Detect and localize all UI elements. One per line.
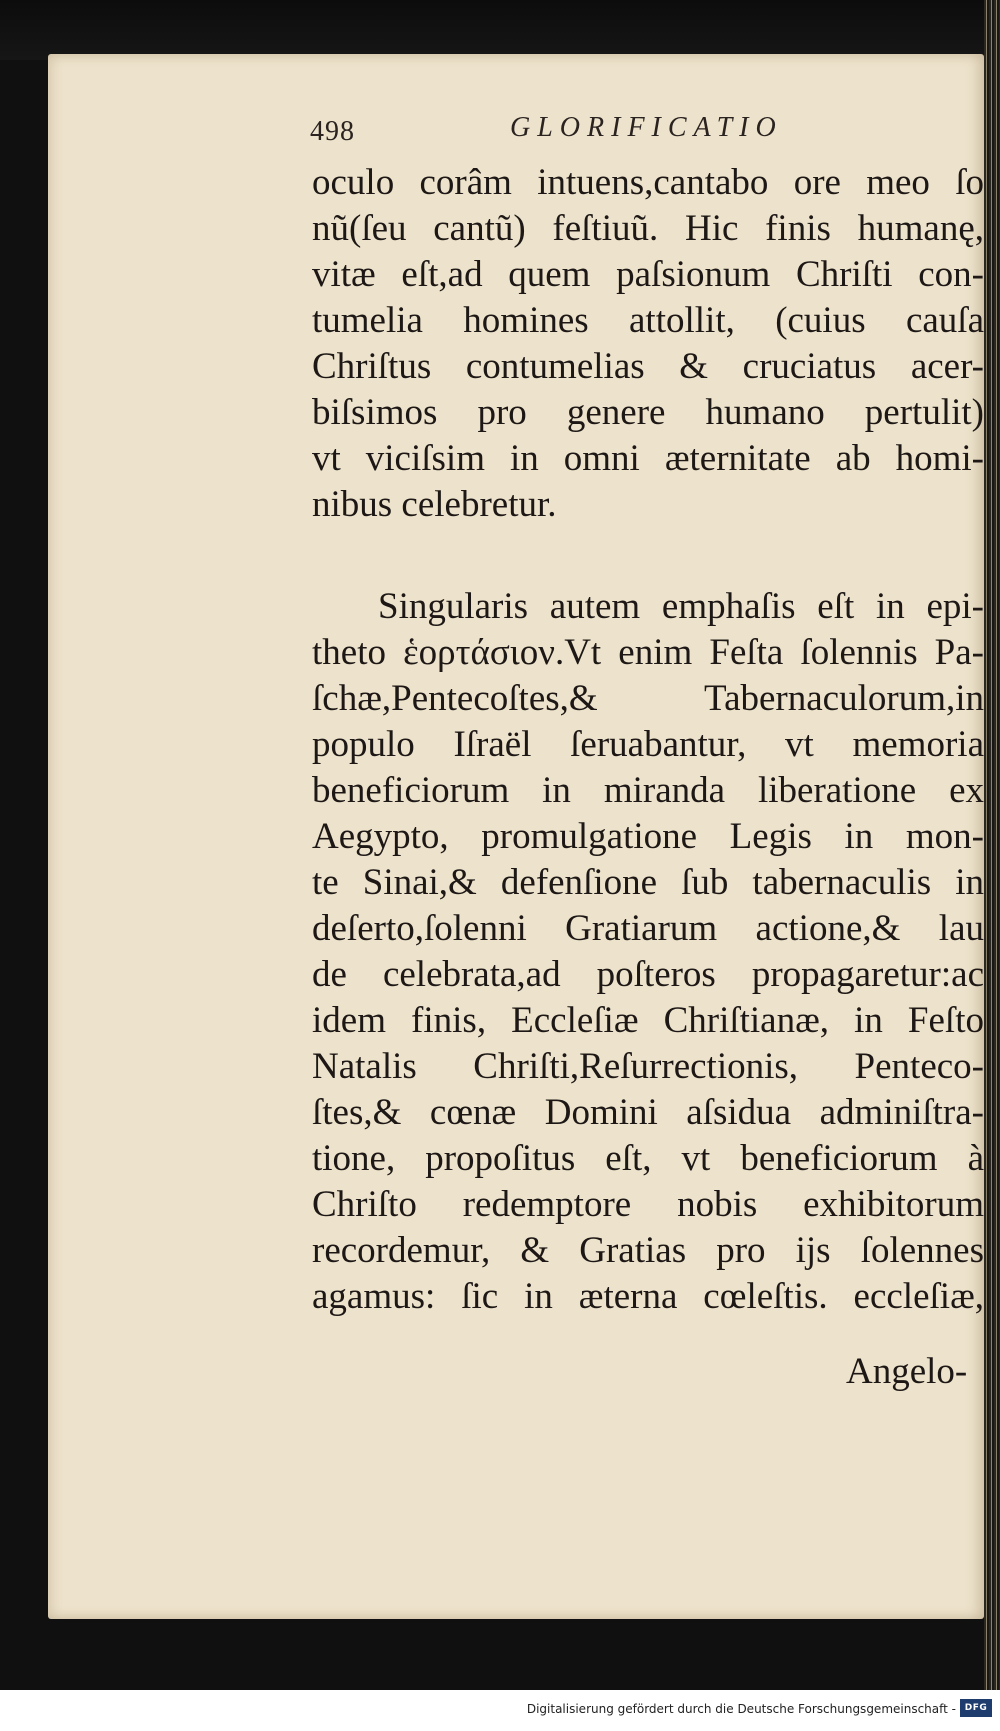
text-line: de celebrata,ad poſteros propagaretur:ac — [312, 954, 984, 995]
text-line: vitæ eſt,ad quem paſsionum Chriſti con- — [312, 254, 984, 295]
text-line: tumelia homines attollit, (cuius cauſa — [312, 300, 984, 341]
text-line: Chriſto redemptore nobis exhibitorum — [312, 1184, 984, 1225]
text-line: te Sinai,& defenſione ſub tabernaculis in — [312, 862, 984, 903]
text-line: vt viciſsim in omni æternitate ab homi- — [312, 438, 984, 479]
text-line: Chriſtus contumelias & cruciatus acer- — [312, 346, 984, 387]
page-edge-stack — [984, 0, 1000, 1690]
page-number: 498 — [310, 116, 355, 147]
text-line: populo Iſraël ſeruabantur, vt memoria — [312, 724, 984, 765]
text-line: deſerto,ſolenni Gratiarum actione,& lau — [312, 908, 984, 949]
text-line: nũ(ſeu cantũ) feſtiuũ. Hic finis humanę, — [312, 208, 984, 249]
paragraph-gap — [312, 528, 984, 584]
page-header — [310, 112, 950, 152]
text-line: tione, propoſitus eſt, vt beneficiorum à — [312, 1138, 984, 1179]
body-text — [312, 160, 984, 1320]
funding-credit: Digitalisierung gefördert durch die Deutsche Forschungsgemeinschaft - — [526, 1702, 956, 1716]
text-line: Singularis autem emphaſis eſt in epi- — [378, 586, 984, 627]
text-line: idem finis, Eccleſiæ Chriſtianæ, in Feſto — [312, 1000, 984, 1041]
text-line: oculo corâm intuens,cantabo ore meo ſo — [312, 162, 984, 203]
text-line: nibus celebretur. — [312, 484, 557, 525]
text-line: beneficiorum in miranda liberatione ex — [312, 770, 984, 811]
text-line: biſsimos pro genere humano pertulit) — [312, 392, 984, 433]
catchword: Angelo- — [846, 1351, 968, 1392]
scan-background-top — [0, 0, 1000, 60]
text-line: recordemur, & Gratias pro ijs ſolennes — [312, 1230, 984, 1271]
text-line: ſchæ,Pentecoſtes,& Tabernaculorum,in — [312, 678, 984, 719]
dfg-logo[interactable]: DFG — [960, 1699, 992, 1717]
text-line: Aegypto, promulgatione Legis in mon- — [312, 816, 984, 857]
text-line: theto ἑορτάσιον.Vt enim Feſta ſolennis Pa- — [312, 632, 984, 673]
digitization-footer — [0, 1690, 1000, 1731]
text-line: ſtes,& cœnæ Domini aſsidua adminiſtra- — [312, 1092, 984, 1133]
text-line: agamus: ſic in æterna cœleſtis. eccleſiæ, — [312, 1276, 984, 1317]
text-line: Natalis Chriſti,Reſurrectionis, Penteco- — [312, 1046, 984, 1087]
running-head: GLORIFICATIO — [510, 112, 783, 143]
